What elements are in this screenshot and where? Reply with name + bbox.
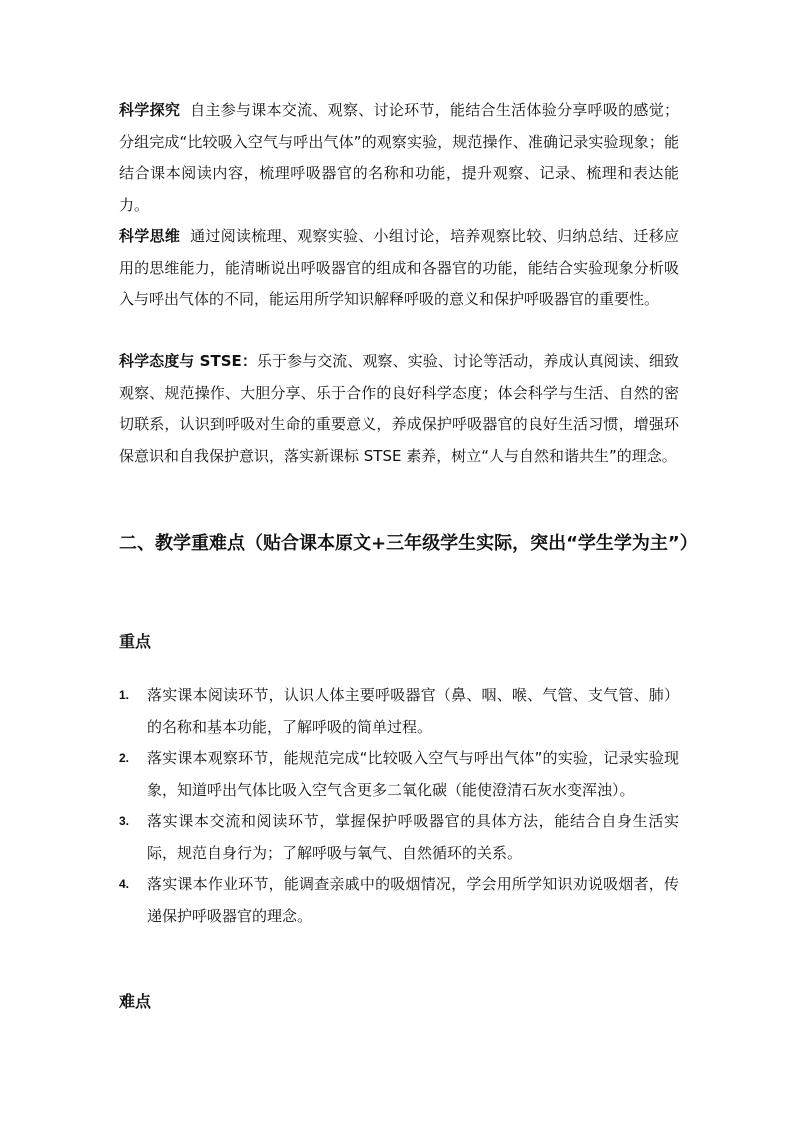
thinking-paragraph <box>119 221 679 316</box>
list-number: 3. <box>119 814 130 828</box>
attitude-lead: 科学态度与 STSE： <box>119 352 257 370</box>
list-number: 4. <box>119 877 130 891</box>
list-item-text: 落实课本交流和阅读环节，掌握保护呼吸器官的具体方法，能结合自身生活实际，规范自身行为；了解呼吸与氧气、自然循环的关系。 <box>147 812 679 862</box>
section-heading: 二、教学重难点（贴合课本原文+三年级学生实际，突出“学生学为主”） <box>119 533 698 554</box>
key-points-list <box>119 680 679 932</box>
difficult-points-heading: 难点 <box>119 992 152 1011</box>
attitude-text: 乐于参与交流、观察、实验、讨论等活动，养成认真阅读、细致观察、规范操作、大胆分享、乐于合作的良好科学态度；体会科学与生活、自然的密切联系，认识到呼吸对生命的重要意义，养成保护呼吸器官的良好生活习惯，增强环保意识和自我保护意识，落实新课标 STSE 素养，树立“人与自然和谐共生”的理念。 <box>119 352 679 465</box>
inquiry-text: 自主参与课本交流、观察、讨论环节，能结合生活体验分享呼吸的感觉；分组完成“比较吸入空气与呼出气体”的观察实验，规范操作、准确记录实验现象；能结合课本阅读内容，梳理呼吸器官的名称和功能，提升观察、记录、梳理和表达能力。 <box>119 101 679 214</box>
list-item <box>119 743 679 806</box>
inquiry-lead: 科学探究 <box>119 101 181 119</box>
thinking-lead: 科学思维 <box>119 227 181 245</box>
attitude-paragraph <box>119 346 679 472</box>
key-points-heading: 重点 <box>119 632 152 651</box>
list-item <box>119 806 679 869</box>
list-number: 2. <box>119 751 130 765</box>
list-item <box>119 680 679 743</box>
list-item-text: 落实课本阅读环节，认识人体主要呼吸器官（鼻、咽、喉、气管、支气管、肺）的名称和基本功能，了解呼吸的简单过程。 <box>147 686 679 736</box>
list-item-text: 落实课本观察环节，能规范完成“比较吸入空气与呼出气体”的实验，记录实验现象，知道呼出气体比吸入空气含更多二氧化碳（能使澄清石灰水变浑浊）。 <box>147 749 679 799</box>
list-number: 1. <box>119 688 130 702</box>
list-item <box>119 869 679 932</box>
thinking-text: 通过阅读梳理、观察实验、小组讨论，培养观察比较、归纳总结、迁移应用的思维能力，能清晰说出呼吸器官的组成和各器官的功能，能结合实验现象分析吸入与呼出气体的不同，能运用所学知识解释呼吸的意义和保护呼吸器官的重要性。 <box>119 227 679 308</box>
inquiry-paragraph <box>119 95 679 221</box>
list-item-text: 落实课本作业环节，能调查亲戚中的吸烟情况，学会用所学知识劝说吸烟者，传递保护呼吸器官的理念。 <box>147 875 679 925</box>
